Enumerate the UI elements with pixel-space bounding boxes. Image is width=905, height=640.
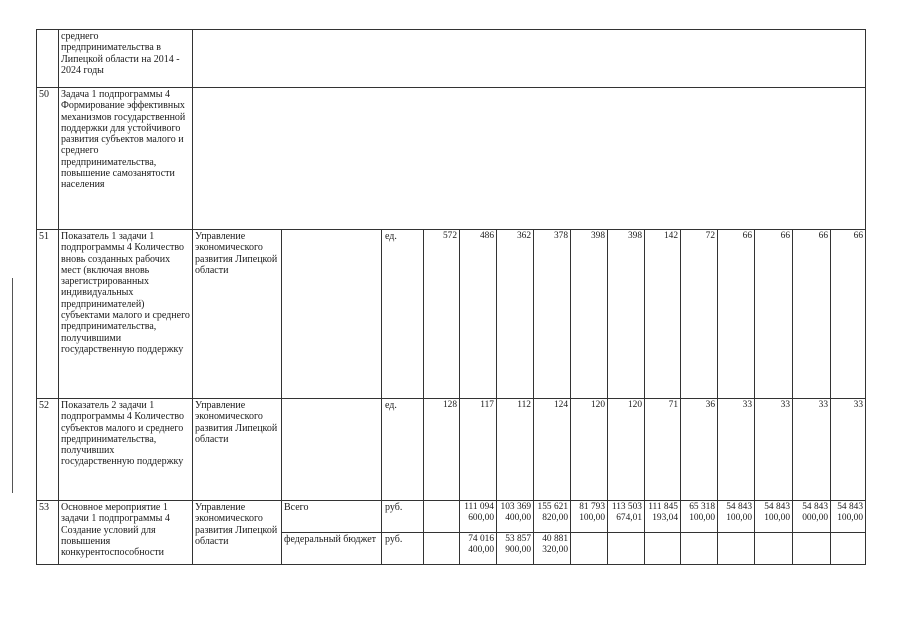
indicator-row: [37, 399, 866, 501]
value-cell: 54 843 000,00: [793, 501, 831, 533]
value-cell: 398: [608, 230, 645, 399]
value-cell: 142: [645, 230, 681, 399]
scan-edge-line: [12, 278, 13, 493]
value-cell: 486: [460, 230, 497, 399]
value-cell: 66: [718, 230, 755, 399]
indicator-row: [37, 230, 866, 399]
value-cell: [645, 533, 681, 565]
value-cell: 40 881 320,00: [534, 533, 571, 565]
row-number: 52: [37, 399, 59, 501]
value-cell: 111 845 193,04: [645, 501, 681, 533]
value-cell: 112: [497, 399, 534, 501]
value-cell: 124: [534, 399, 571, 501]
value-cell: 128: [424, 399, 460, 501]
value-cell: 120: [571, 399, 608, 501]
source-cell: Всего: [282, 501, 382, 533]
value-cell: 378: [534, 230, 571, 399]
continuation-row: [37, 30, 866, 88]
activity-row-total: [37, 501, 866, 533]
row-name: Основное мероприятие 1 задачи 1 подпрограммы 4 Создание условий для повышения конкурентоспособности: [59, 501, 193, 565]
unit-cell: ед.: [382, 230, 424, 399]
value-cell: 66: [793, 230, 831, 399]
value-cell: 74 016 400,00: [460, 533, 497, 565]
value-cell: 81 793 100,00: [571, 501, 608, 533]
value-cell: 362: [497, 230, 534, 399]
row-name: Показатель 1 задачи 1 подпрограммы 4 Количество вновь созданных рабочих мест (включая вновь зарегистрированных индивидуальных предпринимателей) субъектами малого и среднего предпринимательства, получившими государственную поддержку: [59, 230, 193, 399]
value-cell: 398: [571, 230, 608, 399]
source-cell: [282, 230, 382, 399]
row-name: Задача 1 подпрограммы 4 Формирование эффективных механизмов государственной поддержки для устойчивого развития субъектов малого и среднего предпринимательства, повышение самозанятости населения: [59, 88, 193, 230]
row-number: 51: [37, 230, 59, 399]
value-cell: 66: [755, 230, 793, 399]
value-cell: [424, 533, 460, 565]
executor-cell: Управление экономического развития Липецкой области: [193, 230, 282, 399]
value-cell: 33: [755, 399, 793, 501]
value-cell: [793, 533, 831, 565]
value-cell: 65 318 100,00: [681, 501, 718, 533]
source-cell: федеральный бюджет: [282, 533, 382, 565]
executor-cell: Управление экономического развития Липецкой области: [193, 399, 282, 501]
source-cell: [282, 399, 382, 501]
value-cell: [608, 533, 645, 565]
value-cell: [718, 533, 755, 565]
value-cell: 103 369 400,00: [497, 501, 534, 533]
value-cell: 120: [608, 399, 645, 501]
value-cell: [424, 501, 460, 533]
row-name: среднего предпринимательства в Липецкой области на 2014 - 2024 годы: [59, 30, 193, 88]
value-cell: [755, 533, 793, 565]
value-cell: 111 094 600,00: [460, 501, 497, 533]
unit-cell: ед.: [382, 399, 424, 501]
row-name: Показатель 2 задачи 1 подпрограммы 4 Количество субъектов малого и среднего предпринимательства, получивших государственную поддержку: [59, 399, 193, 501]
executor-cell: Управление экономического развития Липецкой области: [193, 501, 282, 565]
unit-cell: руб.: [382, 501, 424, 533]
value-cell: 117: [460, 399, 497, 501]
value-cell: 155 621 820,00: [534, 501, 571, 533]
value-cell: 33: [831, 399, 866, 501]
value-cell: 54 843 100,00: [718, 501, 755, 533]
row-number: 53: [37, 501, 59, 565]
task-row: [37, 88, 866, 230]
value-cell: 36: [681, 399, 718, 501]
program-indicators-table: [36, 29, 866, 565]
value-cell: 71: [645, 399, 681, 501]
value-cell: [831, 533, 866, 565]
value-cell: 66: [831, 230, 866, 399]
row-number: [37, 30, 59, 88]
value-cell: 113 503 674,01: [608, 501, 645, 533]
value-cell: 33: [718, 399, 755, 501]
empty-merged-cell: [193, 30, 866, 88]
value-cell: [681, 533, 718, 565]
value-cell: 572: [424, 230, 460, 399]
value-cell: 53 857 900,00: [497, 533, 534, 565]
row-number: 50: [37, 88, 59, 230]
value-cell: 33: [793, 399, 831, 501]
empty-merged-cell: [193, 88, 866, 230]
value-cell: 54 843 100,00: [831, 501, 866, 533]
value-cell: 54 843 100,00: [755, 501, 793, 533]
value-cell: [571, 533, 608, 565]
value-cell: 72: [681, 230, 718, 399]
unit-cell: руб.: [382, 533, 424, 565]
